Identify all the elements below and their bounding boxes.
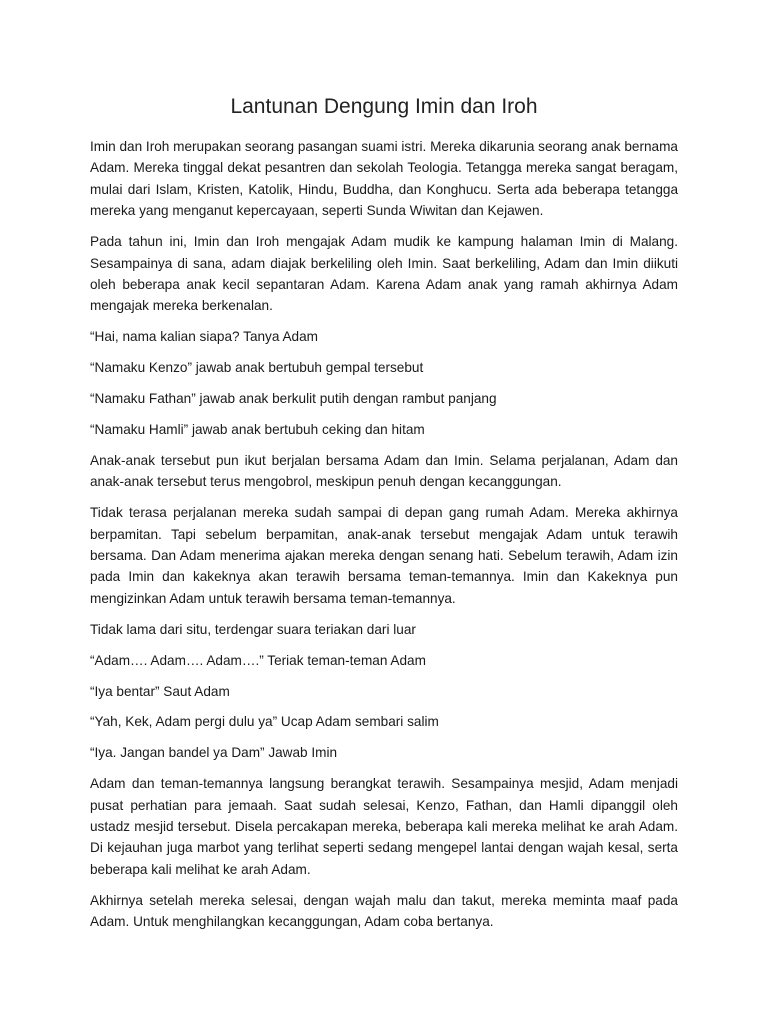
dialogue-line: “Hai, nama kalian siapa? Tanya Adam xyxy=(90,329,318,345)
document-title: Lantunan Dengung Imin dan Iroh xyxy=(230,95,538,118)
dialogue-line: “Adam…. Adam…. Adam….” Teriak teman-teman Adam xyxy=(90,652,426,668)
paragraph: Tidak lama dari situ, terdengar suara teriakan dari luar xyxy=(90,621,416,637)
paragraph: Anak-anak tersebut pun ikut berjalan bersama Adam dan Imin. Selama perjalanan, Adam dan anak-anak tersebut terus mengobrol, meskipun penuh dengan kecanggungan. xyxy=(90,452,678,490)
dialogue-line: “Iya bentar” Saut Adam xyxy=(90,683,230,699)
dialogue-line: “Namaku Kenzo” jawab anak bertubuh gempal tersebut xyxy=(90,360,424,376)
paragraph: Akhirnya setelah mereka selesai, dengan wajah malu dan takut, mereka meminta maaf pada Adam. Untuk menghilangkan kecanggungan, Adam coba bertanya. xyxy=(90,892,678,930)
dialogue-line: “Namaku Hamli” jawab anak bertubuh ceking dan hitam xyxy=(90,421,425,437)
dialogue-line: “Yah, Kek, Adam pergi dulu ya” Ucap Adam sembari salim xyxy=(90,714,439,730)
dialogue-line: “Namaku Fathan” jawab anak berkulit putih dengan rambut panjang xyxy=(90,391,497,407)
paragraph: Tidak terasa perjalanan mereka sudah sampai di depan gang rumah Adam. Mereka akhirnya berpamitan. Tapi sebelum berpamitan, anak-anak tersebut mengajak Adam untuk terawih bersama. Dan Adam menerima ajakan mereka dengan senang hati. Sebelum terawih, Adam izin pada Imin dan kakeknya akan terawih bersama teman-temannya. Imin dan Kakeknya pun mengizinkan Adam untuk terawih bersama teman-temannya. xyxy=(90,505,678,606)
paragraph: Pada tahun ini, Imin dan Iroh mengajak Adam mudik ke kampung halaman Imin di Malang. Sesampainya di sana, adam diajak berkeliling oleh Imin. Saat berkeliling, Adam dan Imin diikuti oleh beberapa anak kecil sepantaran Adam. Karena Adam anak yang ramah akhirnya Adam mengajak mereka berkenalan. xyxy=(90,234,678,314)
dialogue-line: “Iya. Jangan bandel ya Dam” Jawab Imin xyxy=(90,745,338,761)
paragraph: Adam dan teman-temannya langsung berangkat terawih. Sesampainya mesjid, Adam menjadi pusat perhatian para jemaah. Saat sudah selesai, Kenzo, Fathan, dan Hamli dipanggil oleh ustadz mesjid tersebut. Disela percakapan mereka, beberapa kali mereka melihat ke arah Adam. Di kejauhan juga marbot yang terlihat seperti sedang mengepel lantai dengan wajah kesal, serta beberapa kali melihat ke arah Adam. xyxy=(90,776,678,877)
paragraph: Imin dan Iroh merupakan seorang pasangan suami istri. Mereka dikarunia seorang anak bernama Adam. Mereka tinggal dekat pesantren dan sekolah Teologia. Tetangga mereka sangat beragam, mulai dari Islam, Kristen, Katolik, Hindu, Buddha, dan Konghucu. Serta ada beberapa tetangga mereka yang menganut kepercayaan, seperti Sunda Wiwitan dan Kejawen. xyxy=(90,139,678,219)
